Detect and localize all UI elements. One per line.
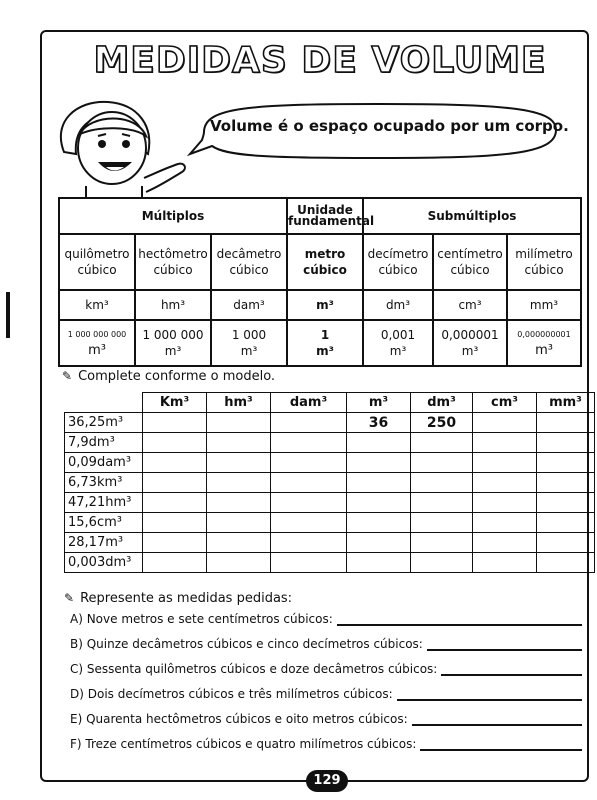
unit-value-cell xyxy=(135,320,211,366)
instruction-represent-text: Represente as medidas pedidas: xyxy=(80,591,293,606)
unit-name: decâmetro cúbico xyxy=(211,234,287,290)
conv-header: dm³ xyxy=(411,393,473,413)
answer-cell[interactable] xyxy=(537,413,595,433)
answer-cell[interactable] xyxy=(347,553,411,573)
answer-cell[interactable] xyxy=(271,553,347,573)
answer-cell[interactable] xyxy=(143,433,207,453)
unit-value-symbol: m³ xyxy=(535,343,553,358)
answer-cell[interactable] xyxy=(473,473,537,493)
answer-cell[interactable] xyxy=(207,453,271,473)
answer-cell[interactable] xyxy=(207,413,271,433)
unit-symbol: dm³ xyxy=(363,290,433,320)
units-table xyxy=(58,197,582,367)
page-title: MEDIDAS DE VOLUME xyxy=(93,40,547,81)
answer-cell[interactable] xyxy=(537,513,595,533)
instruction-complete-text: Complete conforme o modelo. xyxy=(78,369,276,384)
table-row xyxy=(65,433,595,453)
answer-cell[interactable] xyxy=(207,493,271,513)
answer-cell[interactable] xyxy=(537,493,595,513)
table-row xyxy=(65,453,595,473)
example-m3-value: 36 xyxy=(347,413,411,433)
answer-cell[interactable] xyxy=(537,553,595,573)
unit-value-symbol: m³ xyxy=(88,343,106,358)
unit-value-symbol: m³ xyxy=(316,344,334,358)
unit-value-symbol: m³ xyxy=(389,344,407,358)
answer-cell[interactable] xyxy=(271,493,347,513)
unit-value-symbol: m³ xyxy=(240,344,258,358)
answer-cell[interactable] xyxy=(537,473,595,493)
unit-symbol: mm³ xyxy=(507,290,581,320)
answer-cell[interactable] xyxy=(143,513,207,533)
answer-cell[interactable] xyxy=(143,453,207,473)
answer-cell[interactable] xyxy=(411,473,473,493)
measure-label: 36,25m³ xyxy=(65,413,143,433)
answer-cell[interactable] xyxy=(347,433,411,453)
instruction-complete xyxy=(62,369,275,384)
unit-symbol: hm³ xyxy=(135,290,211,320)
question-e xyxy=(70,712,582,726)
speech-text: Volume é o espaço ocupado por um corpo. xyxy=(210,117,569,135)
page-number: 129 xyxy=(306,770,348,792)
measure-label: 15,6cm³ xyxy=(65,513,143,533)
conv-header: hm³ xyxy=(207,393,271,413)
unit-symbol: cm³ xyxy=(433,290,507,320)
answer-cell[interactable] xyxy=(473,413,537,433)
girl-illustration-icon xyxy=(46,92,196,197)
unit-value: 0,000000001 xyxy=(517,330,571,339)
question-c xyxy=(70,662,582,676)
unit-value-cell xyxy=(59,320,135,366)
conv-header: m³ xyxy=(347,393,411,413)
conv-header: dam³ xyxy=(271,393,347,413)
answer-cell[interactable] xyxy=(537,433,595,453)
answer-line[interactable] xyxy=(441,664,582,676)
table-row xyxy=(65,413,595,433)
unit-value: 1 000 xyxy=(231,328,267,342)
answer-cell[interactable] xyxy=(411,433,473,453)
question-f xyxy=(70,737,582,751)
answer-cell[interactable] xyxy=(207,533,271,553)
measure-label: 28,17m³ xyxy=(65,533,143,553)
answer-cell[interactable] xyxy=(271,453,347,473)
unit-symbol: km³ xyxy=(59,290,135,320)
answer-cell[interactable] xyxy=(143,473,207,493)
answer-cell[interactable] xyxy=(271,433,347,453)
answer-cell[interactable] xyxy=(207,473,271,493)
unit-name: decímetro cúbico xyxy=(363,234,433,290)
unit-value-cell xyxy=(363,320,433,366)
answer-cell[interactable] xyxy=(473,453,537,473)
answer-cell[interactable] xyxy=(411,453,473,473)
answer-cell[interactable] xyxy=(347,533,411,553)
question-text: D) Dois decímetros cúbicos e três milímetros cúbicos: xyxy=(70,687,393,701)
question-text: C) Sessenta quilômetros cúbicos e doze decâmetros cúbicos: xyxy=(70,662,438,676)
unit-name: milímetro cúbico xyxy=(507,234,581,290)
answer-cell[interactable] xyxy=(473,553,537,573)
answer-cell[interactable] xyxy=(473,493,537,513)
unit-value: 1 000 000 000 xyxy=(67,330,127,339)
table-row xyxy=(65,553,595,573)
question-text: F) Treze centímetros cúbicos e quatro milímetros cúbicos: xyxy=(70,737,417,751)
answer-cell[interactable] xyxy=(207,513,271,533)
answer-cell[interactable] xyxy=(473,513,537,533)
unit-value: 1 000 000 xyxy=(142,328,204,342)
table-row xyxy=(65,493,595,513)
unit-value: 0,000001 xyxy=(441,328,499,342)
unit-name: centímetro cúbico xyxy=(433,234,507,290)
question-text: E) Quarenta hectômetros cúbicos e oito metros cúbicos: xyxy=(70,712,408,726)
answer-cell[interactable] xyxy=(347,473,411,493)
answer-cell[interactable] xyxy=(347,453,411,473)
unit-name: hectômetro cúbico xyxy=(135,234,211,290)
answer-cell[interactable] xyxy=(411,553,473,573)
answer-line[interactable] xyxy=(412,714,582,726)
unit-value-cell xyxy=(507,320,581,366)
measure-label: 6,73km³ xyxy=(65,473,143,493)
answer-line[interactable] xyxy=(427,639,582,651)
answer-cell[interactable] xyxy=(143,533,207,553)
answer-cell[interactable] xyxy=(271,413,347,433)
conversion-table xyxy=(64,392,595,573)
unit-value: 0,001 xyxy=(380,328,416,342)
unit-header: Unidade fundamental xyxy=(287,198,363,234)
question-text: A) Nove metros e sete centímetros cúbicos: xyxy=(70,612,333,626)
unit-value-cell xyxy=(433,320,507,366)
answer-cell[interactable] xyxy=(411,533,473,553)
unit-symbol: m³ xyxy=(287,290,363,320)
multiples-header: Múltiplos xyxy=(59,198,287,234)
pencil-icon: ✎ xyxy=(62,369,73,383)
table-row xyxy=(65,513,595,533)
unit-value-symbol: m³ xyxy=(461,344,479,358)
unit-name: metro cúbico xyxy=(287,234,363,290)
question-a xyxy=(70,612,582,626)
answer-cell[interactable] xyxy=(143,493,207,513)
answer-cell[interactable] xyxy=(271,473,347,493)
answer-cell[interactable] xyxy=(347,493,411,513)
answer-cell[interactable] xyxy=(271,533,347,553)
conv-header: Km³ xyxy=(143,393,207,413)
answer-cell[interactable] xyxy=(411,493,473,513)
unit-value-cell xyxy=(287,320,363,366)
answer-cell[interactable] xyxy=(411,513,473,533)
answer-cell[interactable] xyxy=(473,433,537,453)
answer-cell[interactable] xyxy=(143,553,207,573)
answer-cell[interactable] xyxy=(537,533,595,553)
measure-label: 0,09dam³ xyxy=(65,453,143,473)
table-row xyxy=(65,473,595,493)
conv-header: cm³ xyxy=(473,393,537,413)
submultiples-header: Submúltiplos xyxy=(363,198,581,234)
answer-cell[interactable] xyxy=(473,533,537,553)
example-dm3-value: 250 xyxy=(411,413,473,433)
instruction-represent xyxy=(64,591,292,606)
binding-mark xyxy=(6,292,10,338)
question-text: B) Quinze decâmetros cúbicos e cinco decímetros cúbicos: xyxy=(70,637,423,651)
unit-value: 1 xyxy=(320,328,330,342)
answer-cell[interactable] xyxy=(347,513,411,533)
answer-line[interactable] xyxy=(397,689,582,701)
answer-line[interactable] xyxy=(420,739,582,751)
measure-label: 0,003dm³ xyxy=(65,553,143,573)
unit-symbol: dam³ xyxy=(211,290,287,320)
answer-cell[interactable] xyxy=(143,413,207,433)
measure-label: 7,9dm³ xyxy=(65,433,143,453)
measure-label: 47,21hm³ xyxy=(65,493,143,513)
question-b xyxy=(70,637,582,651)
unit-value-symbol: m³ xyxy=(164,344,182,358)
answer-cell[interactable] xyxy=(207,553,271,573)
corner-cell xyxy=(65,393,143,413)
answer-line[interactable] xyxy=(337,614,582,626)
question-d xyxy=(70,687,582,701)
unit-value-cell xyxy=(211,320,287,366)
unit-name: quilômetro cúbico xyxy=(59,234,135,290)
pencil-icon: ✎ xyxy=(64,591,75,605)
conv-header: mm³ xyxy=(537,393,595,413)
table-row xyxy=(65,533,595,553)
answer-cell[interactable] xyxy=(271,513,347,533)
answer-cell[interactable] xyxy=(207,433,271,453)
answer-cell[interactable] xyxy=(537,453,595,473)
